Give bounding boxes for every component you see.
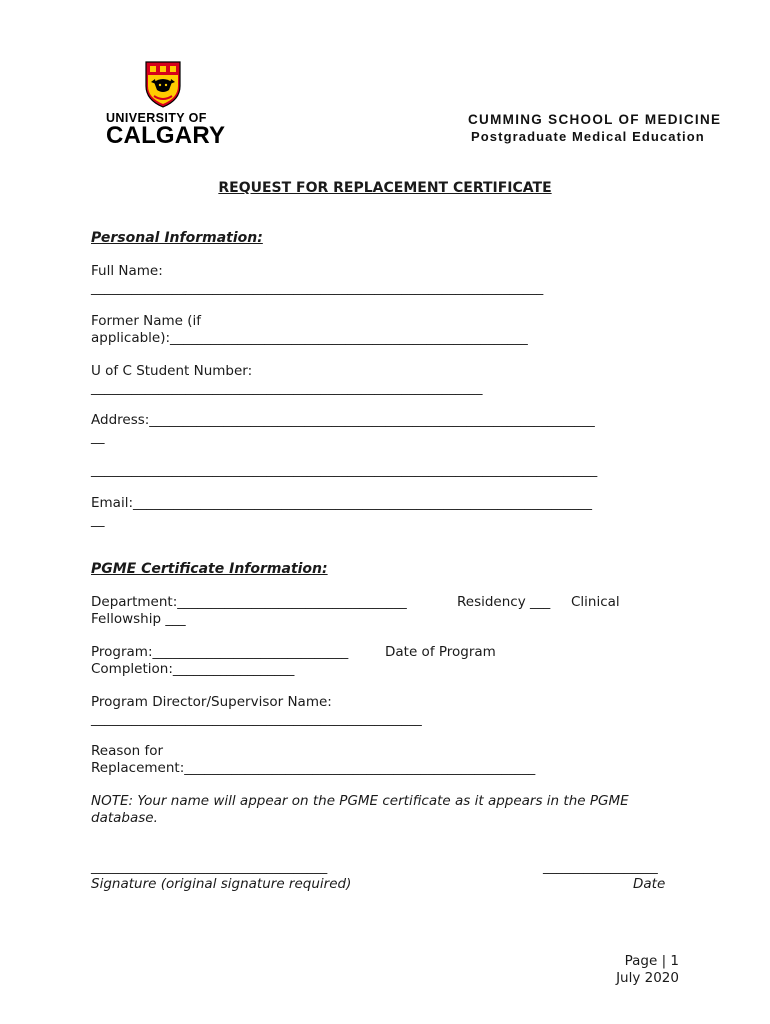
footer-date: July 2020 (616, 970, 679, 986)
full-name-field[interactable]: ___________________________________________________________________ (91, 280, 544, 296)
student-number-label: U of C Student Number: (91, 363, 253, 379)
university-name-line1: UNIVERSITY OF (106, 111, 207, 125)
date-label: Date (633, 876, 666, 892)
reason-label: Reason for (91, 743, 164, 759)
clinical-option[interactable]: Clinical (571, 594, 620, 610)
certificate-info-heading: PGME Certificate Information: (91, 561, 328, 577)
address-field-continuation: __ (91, 429, 105, 445)
department-field[interactable]: Department:__________________________________ (91, 594, 407, 610)
university-name-line2: CALGARY (106, 122, 226, 149)
signature-label: Signature (original signature required) (91, 876, 352, 892)
student-number-field[interactable]: __________________________________________________________ (91, 380, 483, 396)
school-name: CUMMING SCHOOL OF MEDICINE (468, 112, 722, 127)
former-name-label: Former Name (if (91, 313, 202, 329)
university-crest-icon (144, 60, 182, 108)
note-line-1: NOTE: Your name will appear on the PGME certificate as it appears in the PGME (91, 793, 629, 809)
reason-field[interactable]: Replacement:____________________________________________________ (91, 760, 536, 776)
director-label: Program Director/Supervisor Name: (91, 694, 332, 710)
program-field[interactable]: Program:_____________________________ (91, 644, 349, 660)
full-name-label: Full Name: (91, 263, 163, 279)
date-of-program-label: Date of Program (385, 644, 496, 660)
residency-option[interactable]: Residency ___ (457, 594, 551, 610)
email-field-continuation: __ (91, 512, 105, 528)
completion-field[interactable]: Completion:__________________ (91, 661, 295, 677)
personal-info-heading: Personal Information: (91, 230, 263, 246)
address-field-line2[interactable]: ___________________________________________________________________________ (91, 462, 598, 478)
signature-field[interactable]: ___________________________________ (91, 859, 328, 875)
address-field[interactable]: Address:__________________________________________________________________ (91, 412, 595, 428)
former-name-field[interactable]: applicable):_____________________________________________________ (91, 330, 528, 346)
director-field[interactable]: _________________________________________________ (91, 711, 422, 727)
university-logo (106, 60, 226, 150)
department-name: Postgraduate Medical Education (471, 129, 705, 144)
note-line-2: database. (91, 810, 158, 826)
email-field[interactable]: Email:____________________________________________________________________ (91, 495, 593, 511)
date-field[interactable]: _________________ (543, 859, 658, 875)
form-title: REQUEST FOR REPLACEMENT CERTIFICATE (218, 180, 552, 196)
fellowship-option[interactable]: Fellowship ___ (91, 611, 186, 627)
page-number: Page | 1 (624, 953, 679, 969)
